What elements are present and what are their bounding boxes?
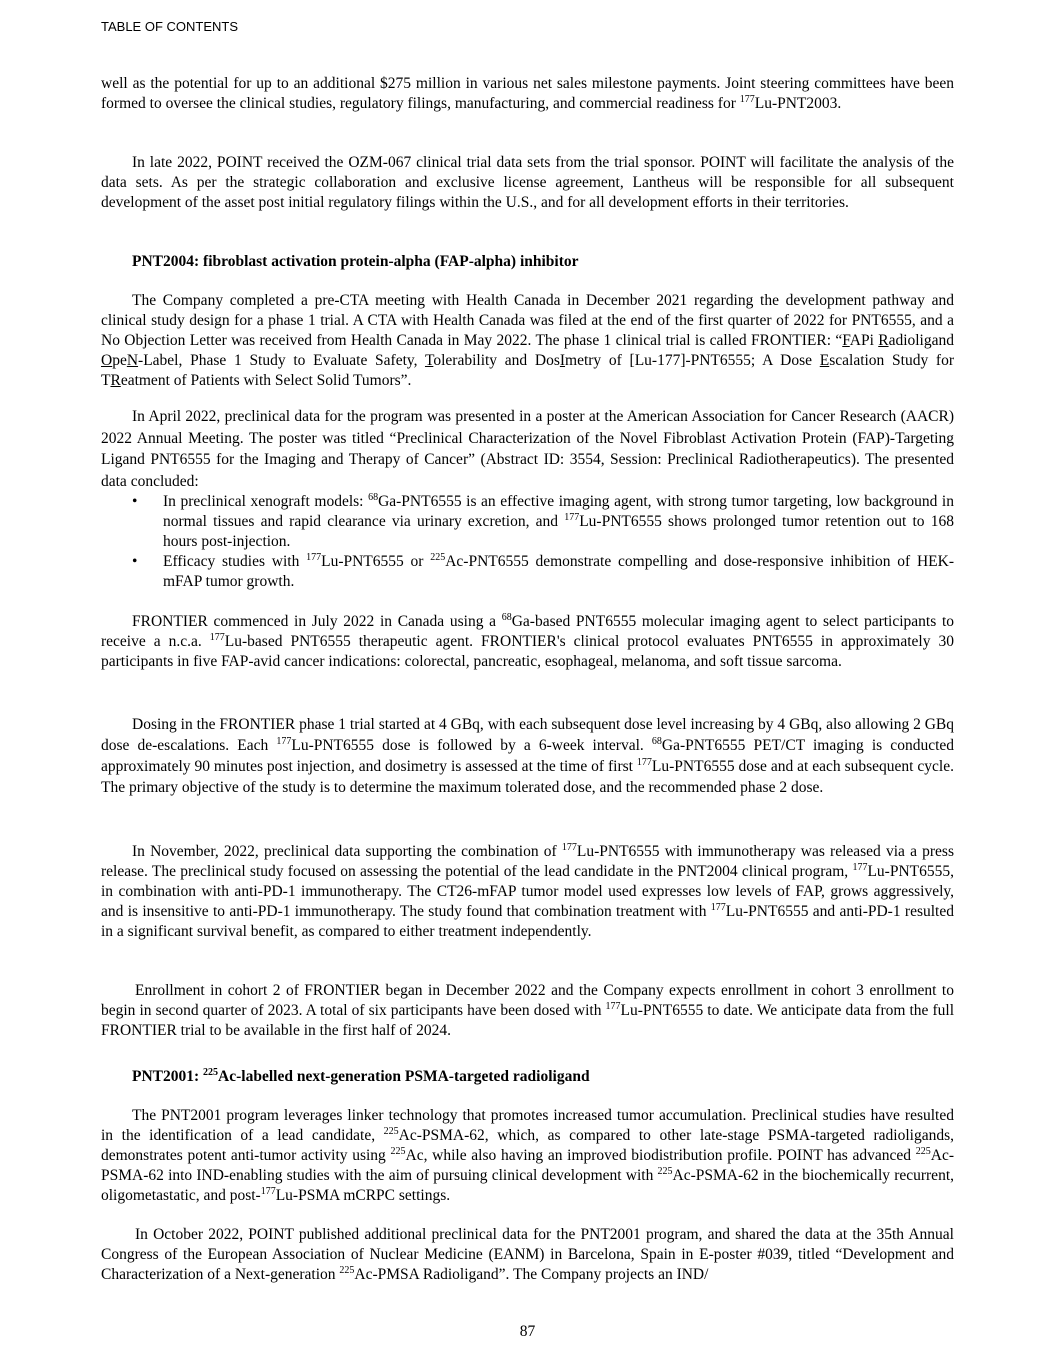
text: Lu-PNT6555, in combination with anti-PD-1 immunotherapy. The CT26-mFAP tumor model used expresses low levels of FAP, grows aggressively, and is insensitive to anti-PD-1 immunotherapy. The study found that combination treatment with (101, 863, 954, 920)
text: Ac-labelled next-generation PSMA-targeted radioligand (218, 1068, 590, 1085)
text: Lu-PNT6555 to date. We anticipate data from the full FRONTIER trial to be available in the first half of 2024. (101, 1002, 954, 1039)
underlined-letter: E (819, 352, 830, 369)
underlined-letter: R (110, 372, 121, 389)
paragraph-enrollment (101, 981, 954, 1041)
text: Ac, while also having an improved biodistribution profile. POINT has advanced (405, 1147, 916, 1164)
text: Efficacy studies with (163, 553, 307, 570)
paragraph-pnt2001-program (101, 1106, 954, 1206)
text: olerability and Dos (433, 352, 560, 369)
text: PNT2001: (132, 1068, 204, 1085)
superscript: 177 (306, 552, 322, 563)
superscript: 177 (561, 842, 577, 853)
text: Ac-PSMA-62 in the biochemically recurrent, oligometastatic, and post- (101, 1167, 954, 1204)
superscript: 225 (430, 552, 446, 563)
paragraph-frontier-commenced (101, 612, 954, 672)
paragraph-lantheus-milestones (101, 74, 954, 114)
text: Ac-PNT6555 demonstrate compelling and dose-responsive inhibition of HEK-mFAP tumor growth. (163, 553, 954, 590)
superscript: 68 (651, 736, 662, 747)
superscript: 225 (915, 1146, 931, 1157)
underlined-letter: N (126, 352, 139, 369)
bullet-marker: • (132, 493, 138, 510)
paragraph-immunotherapy (101, 842, 954, 942)
list-item (101, 552, 954, 592)
page-number: 87 (519, 1323, 536, 1340)
underlined-letter: T (424, 352, 434, 369)
superscript: 177 (209, 632, 225, 643)
superscript: 225 (657, 1166, 673, 1177)
text: eatment of Patients with Select Solid Tumors”. (120, 372, 412, 389)
superscript: 225 (339, 1265, 355, 1276)
table-of-contents-link[interactable]: TABLE OF CONTENTS (101, 19, 238, 34)
superscript: 177 (260, 1186, 276, 1197)
superscript: 177 (276, 736, 292, 747)
paragraph-eanm (101, 1225, 954, 1285)
bullet-marker: • (132, 553, 138, 570)
text: Lu-PNT6555 dose is followed by a 6-week interval. (291, 737, 652, 754)
paragraph-aacr-poster: In April 2022, preclinical data for the program was presented in a poster at the American Association for Cancer Research (AACR) 2022 Annual Meeting. The poster was titled “Preclinical Characterization of the Novel Fibroblast Activation Protein (FAP)-Targeting Ligand PNT6555 for the Imaging and Therapy of Cancer” (Abstract ID: 3554, Session: Preclinical Radiotherapeutics). The presented data concluded: (101, 408, 954, 490)
text: In October 2022, POINT published additional preclinical data for the PNT2001 program, and shared the data at the 35th Annual Congress of the European Association of Nuclear Medicine (EANM) in Barcelona, Spain in E-poster #039, titled “Development and Characterization of a Next-generation (101, 1226, 954, 1283)
superscript: 68 (368, 492, 379, 503)
text: pe (112, 352, 127, 369)
text: In November, 2022, preclinical data supporting the combination of (132, 843, 562, 860)
text: metry of [Lu-177]-PNT6555; A Dose (565, 352, 820, 369)
text: well as the potential for up to an additional $275 million in various net sales milestone payments. Joint steering committees have been formed to oversee the clinical studies, regulatory filings, manufacturing, and commercial readiness for (101, 75, 954, 112)
superscript: 177 (852, 862, 868, 873)
superscript: 225 (390, 1146, 406, 1157)
text: Ac-PSMA-62 into IND-enabling studies with the aim of pursuing clinical development with (101, 1147, 954, 1184)
text: Ac-PSMA-62, which, as compared to other late-stage PSMA-targeted radioligands, demonstrates potent anti-tumor activity using (101, 1127, 954, 1164)
text: Lu-PNT6555 and anti-PD-1 resulted in a significant survival benefit, as compared to either treatment independently. (101, 903, 954, 940)
findings-list (101, 492, 954, 592)
underlined-letter: R (878, 332, 889, 349)
text: FRONTIER commenced in July 2022 in Canada using a (132, 613, 502, 630)
superscript: 177 (710, 902, 726, 913)
text: The PNT2001 program leverages linker technology that promotes increased tumor accumulation. Preclinical studies have resulted in the identification of a lead candidate, (101, 1107, 954, 1144)
paragraph-ozm067: In late 2022, POINT received the OZM-067 clinical trial data sets from the trial sponsor. POINT will facilitate the analysis of the data sets. As per the strategic collaboration and exclusive license agreement, Lantheus will be responsible for all subsequent development of the asset post initial regulatory filings within the U.S., and for all development efforts in their territories. (101, 154, 954, 211)
text: Dosing in the FRONTIER phase 1 trial started at 4 GBq, with each subsequent dose level increasing by 4 GBq, also allowing 2 GBq dose de-escalations. Each (101, 716, 954, 754)
superscript: 177 (739, 94, 755, 105)
text: Lu-PNT6555 dose and at each subsequent cycle. The primary objective of the study is to determine the maximum tolerated dose, and the recommended phase 2 dose. (101, 758, 954, 796)
superscript: 225 (203, 1067, 219, 1078)
text: In preclinical xenograft models: (163, 493, 369, 510)
text: Lu-PNT6555 shows prolonged tumor retention out to 168 hours post-injection. (163, 513, 954, 550)
text: -Label, Phase 1 Study to Evaluate Safety, (138, 352, 425, 369)
superscript: 177 (564, 512, 580, 523)
heading-pnt2001 (101, 1067, 954, 1087)
list-item (101, 492, 954, 552)
text: Lu-PNT6555 or (321, 553, 431, 570)
paragraph-pre-cta (101, 291, 954, 391)
text: APi (849, 332, 879, 349)
text: Ga-PNT6555 PET/CT imaging is conducted approximately 90 minutes post injection, and dosimetry is assessed at the time of first (101, 737, 955, 775)
text: Enrollment in cohort 2 of FRONTIER began in December 2022 and the Company expects enrollment in cohort 3 enrollment to begin in second quarter of 2023. A total of six participants have been dosed with (101, 982, 954, 1019)
text: adioligand (888, 332, 954, 349)
text: Ac-PMSA Radioligand”. The Company projects an IND/ (354, 1266, 709, 1283)
superscript: 177 (636, 757, 652, 768)
superscript: 225 (383, 1126, 399, 1137)
text: The Company completed a pre-CTA meeting with Health Canada in December 2021 regarding the development pathway and clinical study design for a phase 1 trial. A CTA with Health Canada was filed at the end of the first quarter of 2022 for PNT6555, and a No Objection Letter was received from Health Canada in May 2022. The phase 1 clinical trial is called FRONTIER: “ (101, 292, 954, 349)
superscript: 177 (605, 1001, 621, 1012)
superscript: 68 (501, 612, 512, 623)
text: Lu-PNT2003. (754, 95, 842, 112)
text: scalation Study for T (101, 352, 955, 389)
text: Lu-PSMA mCRPC settings. (275, 1187, 451, 1204)
underlined-letter: O (101, 352, 113, 369)
underlined-letter: F (842, 332, 850, 349)
underlined-letter: I (559, 352, 566, 369)
text: Ga-PNT6555 is an effective imaging agent, with strong tumor targeting, low background in normal tissues and rapid clearance via urinary excretion, and (163, 493, 954, 530)
heading-pnt2004: PNT2004: fibroblast activation protein-alpha (FAP-alpha) inhibitor (132, 253, 579, 270)
text: Ga-based PNT6555 molecular imaging agent to select participants to receive a n.c.a. (101, 613, 954, 650)
text: Lu-PNT6555 with immunotherapy was released via a press release. The preclinical study focused on assessing the potential of the lead candidate in the PNT2004 clinical program, (101, 843, 954, 880)
paragraph-dosing (101, 714, 954, 798)
text: Lu-based PNT6555 therapeutic agent. FRONTIER's clinical protocol evaluates PNT6555 in approximately 30 participants in five FAP-avid cancer indications: colorectal, pancreatic, esophageal, melanoma, and soft tissue sarcoma. (101, 633, 954, 670)
